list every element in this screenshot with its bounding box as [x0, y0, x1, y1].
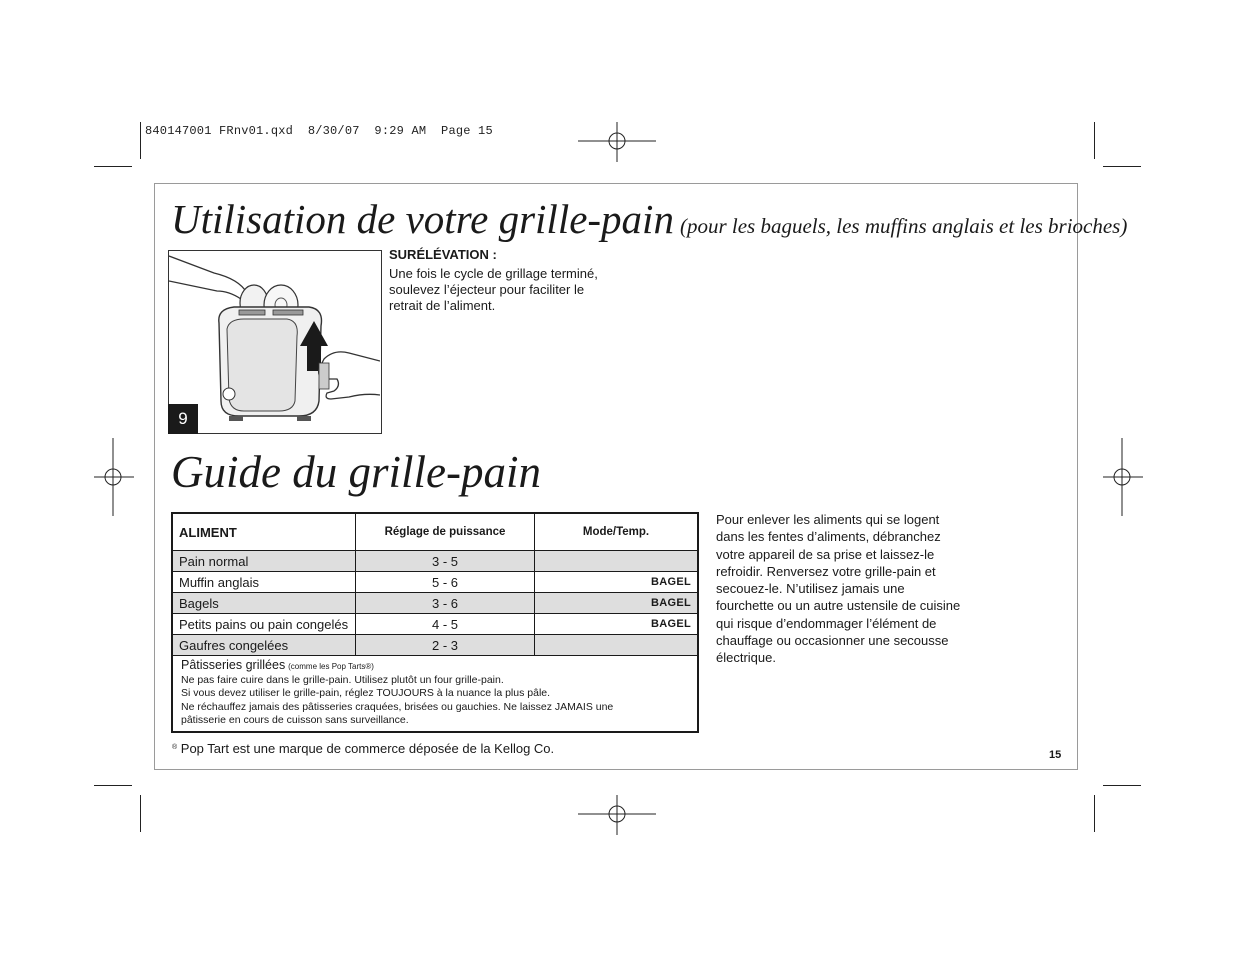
table-row	[172, 635, 698, 656]
mode-cell: BAGEL	[535, 614, 699, 635]
figure-number-badge: 9	[168, 404, 198, 434]
crop-mark	[140, 795, 141, 832]
registration-mark	[1103, 438, 1143, 516]
section-title-guide: Guide du grille-pain	[171, 447, 541, 497]
food-cell: Muffin anglais	[172, 572, 356, 593]
setting-cell: 3 - 5	[356, 551, 535, 572]
crop-mark	[1094, 122, 1095, 159]
table-row	[172, 593, 698, 614]
note-line: pâtisserie en cours de cuisson sans surveillance.	[181, 714, 409, 726]
registered-mark: ®	[172, 744, 178, 751]
toaster-illustration	[168, 250, 382, 434]
table-note-row	[172, 656, 698, 732]
crop-mark	[1094, 795, 1095, 832]
table-header-row	[172, 513, 698, 551]
crop-mark	[94, 785, 132, 786]
column-header-setting: Réglage de puissance	[356, 513, 535, 551]
registration-mark	[94, 438, 134, 516]
registration-mark	[578, 122, 656, 162]
toasting-guide-table	[171, 512, 699, 733]
section-subtitle: (pour les baguels, les muffins anglais et les brioches)	[679, 214, 1128, 238]
section-title-text: Utilisation de votre grille-pain	[171, 196, 674, 242]
crop-mark	[140, 122, 141, 159]
food-cell: Pain normal	[172, 551, 356, 572]
crop-mark	[94, 166, 132, 167]
step-heading: SURÉLÉVATION :	[389, 247, 497, 262]
table-row	[172, 551, 698, 572]
step-description: Une fois le cycle de grillage terminé, soulevez l’éjecteur pour faciliter le retrait de l’aliment.	[389, 266, 598, 313]
cleaning-instructions: Pour enlever les aliments qui se logent dans les fentes d’aliments, débranchez votre appareil de sa prise et laissez-le refroidir. Renversez votre grille-pain et secouez-le. N’utilisez jamais une fourchette ou un autre ustensile de cuisine qui risque d’endommager l’élément de chauffage ou occasionner une secousse électrique.	[716, 512, 961, 666]
registration-mark	[578, 795, 656, 835]
crop-mark	[1103, 785, 1141, 786]
page-number: 15	[1049, 749, 1062, 761]
setting-cell: 4 - 5	[356, 614, 535, 635]
print-slug: 840147001 FRnv01.qxd 8/30/07 9:29 AM Page 15	[145, 124, 493, 138]
mode-cell: BAGEL	[535, 593, 699, 614]
note-line: Ne pas faire cuire dans le grille-pain. Utilisez plutôt un four grille-pain.	[181, 673, 504, 686]
note-line: Si vous devez utiliser le grille-pain, réglez TOUJOURS à la nuance la plus pâle.	[181, 687, 551, 699]
crop-mark	[1103, 166, 1141, 167]
column-header-food: ALIMENT	[172, 513, 356, 551]
footnote-text: Pop Tart est une marque de commerce déposée de la Kellog Co.	[177, 741, 555, 756]
table-row	[172, 614, 698, 635]
note-lead: Pâtisseries grillées	[181, 658, 286, 672]
mode-cell	[535, 635, 699, 656]
setting-cell: 5 - 6	[356, 572, 535, 593]
mode-cell	[535, 551, 699, 572]
food-cell: Bagels	[172, 593, 356, 614]
note-line: Ne réchauffez jamais des pâtisseries craquées, brisées ou gauchies. Ne laissez JAMAIS une	[181, 700, 614, 713]
note-small: (comme les Pop Tarts®)	[288, 662, 374, 671]
toaster-lift-icon	[169, 251, 380, 432]
column-header-mode: Mode/Temp.	[535, 513, 699, 551]
setting-cell: 3 - 6	[356, 593, 535, 614]
mode-cell: BAGEL	[535, 572, 699, 593]
table-row	[172, 572, 698, 593]
section-title-usage	[171, 195, 1127, 243]
trademark-footnote	[172, 741, 554, 756]
food-cell: Gaufres congelées	[172, 635, 356, 656]
pastry-note	[172, 656, 698, 732]
food-cell: Petits pains ou pain congelés	[172, 614, 356, 635]
setting-cell: 2 - 3	[356, 635, 535, 656]
